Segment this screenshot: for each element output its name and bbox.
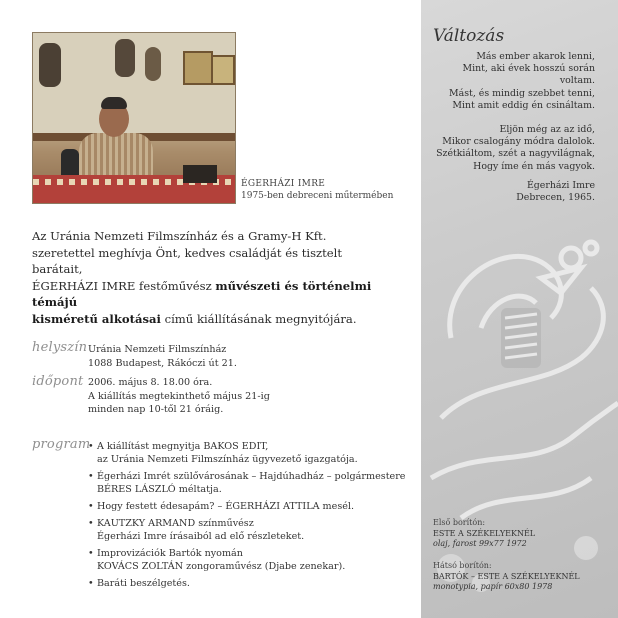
- program-item: [88, 440, 406, 466]
- intro-exhibition-title: művészeti és történelmi témájú: [32, 278, 372, 309]
- credit-heading: Hátsó borítón:: [433, 561, 492, 570]
- poem-body: [433, 51, 595, 185]
- program-item: [88, 517, 406, 543]
- program-item-line: az Uránia Nemzeti Filmszínház ügyvezető igazgatója.: [97, 454, 358, 465]
- poem-line: Mint amit eddig én csináltam.: [452, 99, 595, 111]
- credit-heading: Első borítón:: [433, 518, 486, 527]
- intro-line: Az Uránia Nemzeti Filmszínház és a Gramy-H Kft.: [32, 229, 327, 243]
- credit-title: ESTE A SZÉKELYEKNÉL: [433, 528, 536, 538]
- time-label: időpont: [32, 374, 84, 389]
- bird-artwork-illustration: [421, 218, 618, 618]
- program-item-line: KOVÁCS ZOLTÁN zongoraművész (Djabe zenekar).: [97, 561, 346, 572]
- poem-line: Hogy íme én más vagyok.: [473, 160, 595, 172]
- program-item-line: • Hogy festett édesapám? – ÉGERHÁZI ATTILA mesél.: [97, 501, 355, 512]
- photo-lamp: [145, 47, 161, 81]
- intro-exhibition-title: kisméretű alkotásai: [32, 311, 161, 326]
- program-item: [88, 500, 406, 513]
- photo-box: [183, 165, 217, 183]
- photo-caption: [241, 178, 393, 202]
- poem-place-year: Debrecen, 1965.: [516, 192, 595, 204]
- photo-frame: [183, 51, 213, 85]
- program-list: [88, 440, 406, 594]
- poem-stanza: [433, 124, 595, 173]
- caption-name: ÉGERHÁZI IMRE: [241, 179, 326, 189]
- intro-artist: ÉGERHÁZI IMRE festőművész: [32, 278, 216, 293]
- program-item-line: • KAUTZKY ARMAND színművész: [97, 518, 254, 529]
- venue-label: helyszín: [32, 340, 88, 355]
- venue-line: Uránia Nemzeti Filmszínház: [88, 344, 227, 355]
- invitation-text: [32, 228, 372, 327]
- photo-man-hair: [101, 97, 127, 109]
- artist-photo: [32, 32, 236, 204]
- time-line: 2006. május 8. 18.00 óra.: [88, 377, 213, 388]
- program-item: [88, 547, 406, 573]
- poem-stanza: [433, 51, 595, 112]
- intro-line: szeretettel meghívja Önt, kedves családját és tisztelt barátait,: [32, 245, 343, 276]
- program-item-line: • A kiállítást megnyitja BAKOS EDIT,: [97, 441, 269, 452]
- program-item: [88, 470, 406, 496]
- poem-title: Változás: [433, 26, 505, 46]
- photo-lamp: [39, 43, 61, 87]
- intro-rest: című kiállításának megnyitójára.: [160, 311, 357, 326]
- caption-note: 1975-ben debreceni műtermében: [241, 191, 394, 201]
- program-item-line: • Improvizációk Bartók nyomán: [97, 548, 243, 559]
- venue-line: 1088 Budapest, Rákóczi út 21.: [88, 357, 237, 369]
- credit-title: BARTÓK – ESTE A SZÉKELYEKNÉL: [433, 571, 580, 581]
- time-line: A kiállítás megtekinthető május 21-ig: [88, 390, 270, 402]
- intro-line: [32, 278, 372, 311]
- program-item-line: • Baráti beszélgetés.: [97, 578, 190, 589]
- poem-line: Mint, aki évek hosszú során voltam.: [462, 63, 595, 87]
- program-item-line: • Égerházi Imrét szülővárosának – Hajdúhadház – polgármestere: [97, 471, 406, 482]
- time-value: [88, 376, 270, 417]
- poem-line: Eljön még az az idő,: [499, 124, 595, 136]
- poem-author: Égerházi Imre: [526, 180, 595, 191]
- photo-frame: [211, 55, 235, 85]
- intro-line: [32, 311, 372, 328]
- credit-detail: olaj, farost 99x77 1972: [433, 539, 527, 548]
- program-item: [88, 577, 406, 590]
- photo-lamp: [115, 39, 135, 77]
- front-cover-credit: [433, 518, 535, 550]
- poem-line: Szétkiáltom, szét a nagyvilágnak,: [436, 148, 595, 160]
- poem-line: Mikor csalogány módra dalolok.: [442, 136, 595, 148]
- program-label: program: [32, 437, 91, 452]
- program-item-line: BÉRES LÁSZLÓ méltatja.: [97, 484, 222, 495]
- time-line: minden nap 10-től 21 óráig.: [88, 404, 224, 415]
- poem-line: Mást, és mindig szebbet tenni,: [449, 87, 595, 99]
- credit-detail: monotypia, papír 60x80 1978: [433, 582, 553, 591]
- venue-value: [88, 343, 237, 370]
- poem-line: Más ember akarok lenni,: [476, 51, 595, 62]
- back-cover-credit: [433, 561, 580, 593]
- poem-signature: [433, 180, 595, 204]
- program-item-line: Égerházi Imre írásaiból ad elő részleteket.: [97, 531, 305, 542]
